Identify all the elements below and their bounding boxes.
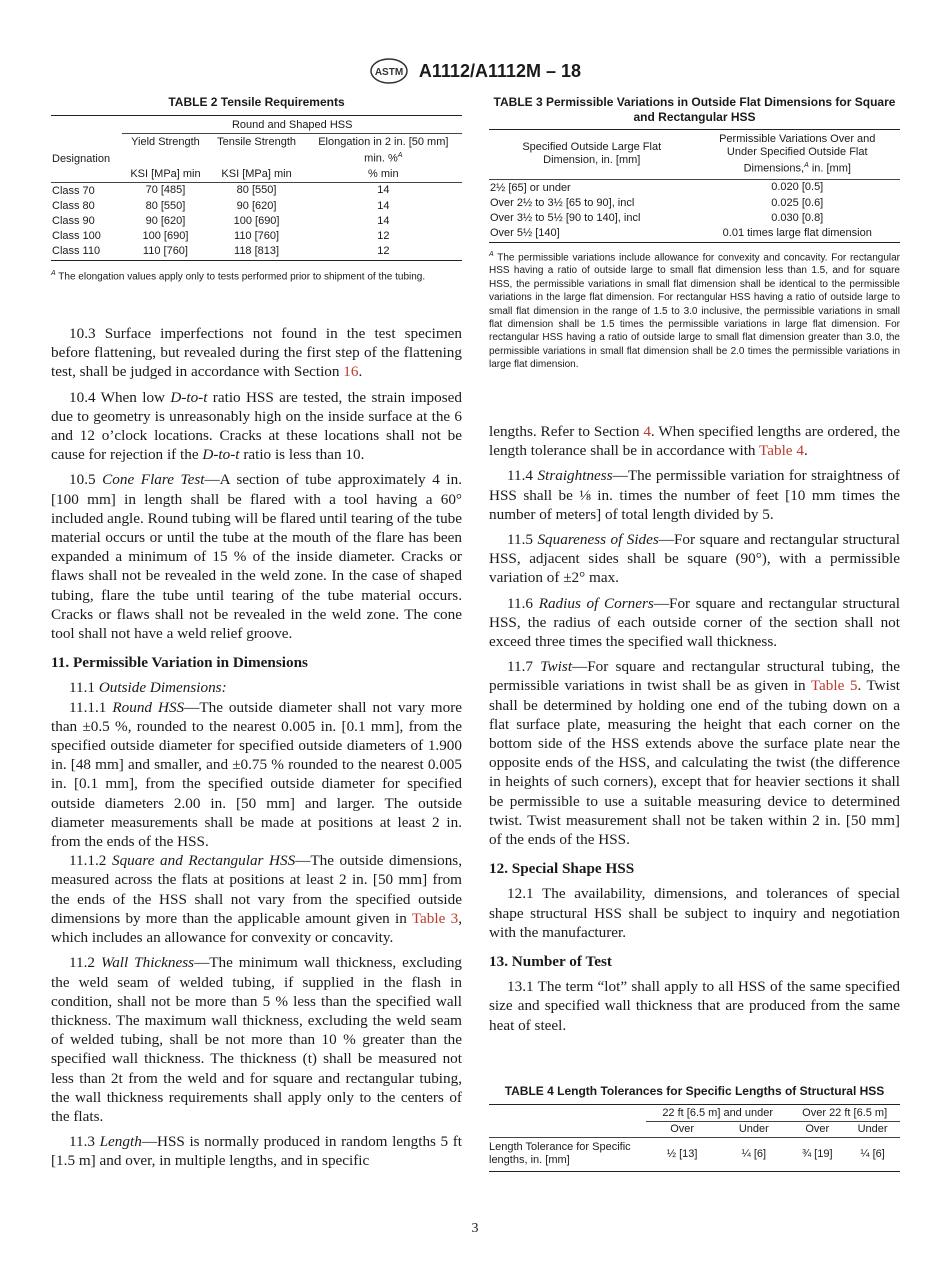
paragraph-11-4: 11.4 Straightness—The permissible variation for straightness of HSS shall be ⅛ in. times the number of feet [10 mm times the number of meters] of total length divided by 5. <box>489 467 900 523</box>
table-4-col-under: Under <box>857 1123 888 1135</box>
paragraph-11-2: 11.2 Wall Thickness—The minimum wall thickness, excluding the weld seam of welded tubing, if supplied in the flash in condition, shall not be more than 5 % less than the specified wall thickness. The maximum wall thickness, excluding the weld seam of welded tubing, shall be not more than 10 % greater than the specified wall thickness. The thickness (t) shall be measured not less than 2t from the weld and for square and rectangular tubing, the wall thickness requirements shall apply only to the centers of the flats. <box>51 954 463 1125</box>
table-2-col-tensile: Tensile Strength <box>217 136 296 148</box>
table-3-caption: TABLE 3 Permissible Variations in Outside Flat Dimensions for Square and Rectangular HSS <box>493 95 896 124</box>
table-4-caption: TABLE 4 Length Tolerances for Specific Lengths of Structural HSS <box>504 1084 885 1098</box>
table-4-group-over: Over 22 ft [6.5 m] <box>789 1105 900 1122</box>
table-3-col-dimension: Specified Outside Large Flat Dimension, in. [mm] <box>522 141 662 167</box>
table-4-col-over: Over <box>805 1123 830 1135</box>
table-2-col-designation: Designation <box>52 152 111 165</box>
page-header <box>0 58 950 84</box>
table-2-tensile-requirements <box>51 95 462 283</box>
table-row: Class 90 90 [620] 100 [690] 14 <box>52 214 390 227</box>
table-row: Class 100 100 [690] 110 [760] 12 <box>52 229 390 242</box>
section-16-link[interactable]: 16 <box>343 363 359 381</box>
document-code: A1112/A1112M – 18 <box>418 60 582 81</box>
table-row: Class 110 110 [760] 118 [813] 12 <box>51 244 462 261</box>
right-column <box>489 422 900 1041</box>
paragraph-11-7: 11.7 Twist—For square and rectangular structural tubing, the permissible variations in twist shall be as given in Table 5. Twist shall be determined by holding one end of the tubing down on a flat surface plate, measuring the height that each corner on the bottom side of the HSS extends above the surface plate near the opposite ends of the HSS, and calculating the twist (the difference in heights of such corners), except that for heavier sections it shall be permissible to use a suitable measuring device to determined twist. Twist measurement shall not be taken within 2 in. [50 mm] of the ends of the HSS. <box>489 658 901 849</box>
paragraph-10-3: 10.3 Surface imperfections not found in the test specimen before flattening, but revealed during the first step of the flattening test, shall be judged in accordance with Section 16. <box>51 325 462 381</box>
table-2-col-elongation: Elongation in 2 in. [50 mm] min. %$^A$ <box>318 136 449 165</box>
paragraph-11-3: 11.3 Length—HSS is normally produced in random lengths 5 ft [1.5 m] and over, in multiple lengths, and in specific <box>51 1133 463 1170</box>
table-4-group-under: 22 ft [6.5 m] and under <box>646 1105 789 1122</box>
table-row: Class 80 80 [550] 90 [620] 14 <box>52 199 390 212</box>
table-3-col-variation: Permissible Variations Over and Under Specified Outside Flat Dimensions,$^A$ in. [mm] <box>719 133 876 175</box>
paragraph-11-5: 11.5 Squareness of Sides—For square and rectangular structural HSS, adjacent sides shall be square (90°), with a permissible variation of ±2° max. <box>489 531 900 587</box>
table-2-unit-yield: KSI [MPa] min <box>130 167 201 180</box>
paragraph-13-1: 13.1 The term “lot” shall apply to all HSS of the same specified size and specified wall thickness that are produced from the same heat of steel. <box>489 978 900 1034</box>
paragraph-11-6: 11.6 Radius of Corners—For square and rectangular structural HSS, the radius of each outside corner of the section shall not exceed three times the specified wall thickness. <box>489 594 901 651</box>
table-row: Length Tolerance for Specific lengths, in. [mm] ½ [13] ¼ [6] ¾ [19] ¼ [6] <box>489 1138 900 1172</box>
table-4-link[interactable]: Table 4 <box>759 442 804 460</box>
paragraph-12-1: 12.1 The availability, dimensions, and tolerances of special shape structural HSS shall be subject to inquiry and negotiation with the manufacturer. <box>489 885 900 941</box>
table-row: Over 2½ to 3½ [65 to 90], incl 0.025 [0.6] <box>490 196 824 209</box>
table-4-col-over: Over <box>670 1123 695 1135</box>
logo-text: ASTM <box>374 67 404 78</box>
paragraph-11-1: 11.1 Outside Dimensions: <box>69 679 227 697</box>
section-11-heading: 11. Permissible Variation in Dimensions <box>51 654 308 672</box>
table-2-footnote: $^A$ The elongation values apply only to tests performed prior to shipment of the tubing. <box>51 269 426 282</box>
paragraph-11-3-continued: lengths. Refer to Section 4. When specified lengths are ordered, the length tolerance shall be in accordance with Table 4. <box>489 423 900 460</box>
paragraph-10-5: 10.5 Cone Flare Test—A section of tube approximately 4 in. [100 mm] in length shall be flared with a tool having a 60° included angle. Round tubing will be flared until tearing of the tube material occurs or until the tube at the mouth of the flare has been expanded a minimum of 15 % of the inside diameter. Cracks or flaws shall not be revealed in the weld zone. In the case of shaped tubing, flare the tube until tearing of the tube material occurs. Cracks or flaws shall not be revealed in the weld zone. The cone tool shall not have a weld relief groove. <box>51 471 462 643</box>
table-4-row-label: Length Tolerance for Specific lengths, in. [mm] <box>489 1141 631 1166</box>
table-3-link[interactable]: Table 3 <box>411 909 459 927</box>
table-2-caption: TABLE 2 Tensile Requirements <box>168 95 345 109</box>
section-4-link[interactable]: 4 <box>643 423 651 440</box>
astm-logo-icon <box>369 58 409 84</box>
section-13-heading: 13. Number of Test <box>489 953 612 971</box>
table-row: Class 70 70 [485] 80 [550] 14 <box>52 184 390 197</box>
paragraph-11-1-2: 11.1.2 Square and Rectangular HSS—The outside dimensions, measured across the flats at positions at least 2 in. [50 mm] from the ends of the HSS shall not vary from the specified outside dimensions by more than the applicable amount given in Table 3, which includes an allowance for convexity or concavity. <box>51 852 463 947</box>
table-row: Over 5½ [140] 0.01 times large flat dimension <box>489 226 900 243</box>
table-4-col-under: Under <box>738 1123 769 1135</box>
left-column <box>51 324 462 1177</box>
table-2-col-yield: Yield Strength <box>131 136 200 148</box>
paragraph-10-4: 10.4 When low D-to-t ratio HSS are tested, the strain imposed due to geometry is unreasonably high on the inside surface at the 6 and 12 o’clock locations. Cracks at these locations shall not be cause for rejection if the D-to-t ratio is less than 10. <box>51 388 462 464</box>
paragraph-11-1-1: 11.1.1 Round HSS—The outside diameter shall not vary more than ±0.5 %, rounded to the nearest 0.005 in. [0.1 mm], from the specified outside diameter for specified outside diameters of 1.900 in. [48 mm] and smaller, and ±0.75 % rounded to the nearest 0.005 in. [0.1 mm], from the specified outside diameter for specified outside diameters 2.00 in. [50 mm] and larger. The outside diameter measurements shall be made at positions at least 2 in. from the ends of the HSS. <box>51 698 463 851</box>
table-3-footnote: $^A$ The permissible variations include allowance for convexity and concavity. For rectangular HSS having a ratio of outside large to small flat dimension less than 1.5, and for square HSS, the permissible variations in small flat dimension shall be identical to the permissible variations in the large flat dimension. For rectangular HSS having a ratio of outside large to small flat dimension in the range of 1.5 to 3.0 inclusive, the permissible variations in small flat dimension shall be 1.5 times the permissible variations in large flat dimension. For rectangular HSS having a ratio of outside large to small flat dimension greater than 3.0, the permissible variations in small flat dimension shall be 2.0 times the permissible variations in large flat dimension. <box>489 250 900 371</box>
table-row: 2½ [65] or under 0.020 [0.5] <box>490 181 824 194</box>
section-12-heading: 12. Special Shape HSS <box>489 860 635 878</box>
table-4-length-tolerances <box>489 1084 900 1172</box>
table-2-unit-elongation: % min <box>368 167 399 180</box>
table-2-unit-tensile: KSI [MPa] min <box>221 167 292 180</box>
table-5-link[interactable]: Table 5 <box>810 677 858 695</box>
table-2-group-header: Round and Shaped HSS <box>122 116 462 134</box>
page-number: 3 <box>471 1221 479 1236</box>
table-3-outside-flat-dimensions <box>489 95 900 372</box>
table-row: Over 3½ to 5½ [90 to 140], incl 0.030 [0.8] <box>490 211 824 224</box>
